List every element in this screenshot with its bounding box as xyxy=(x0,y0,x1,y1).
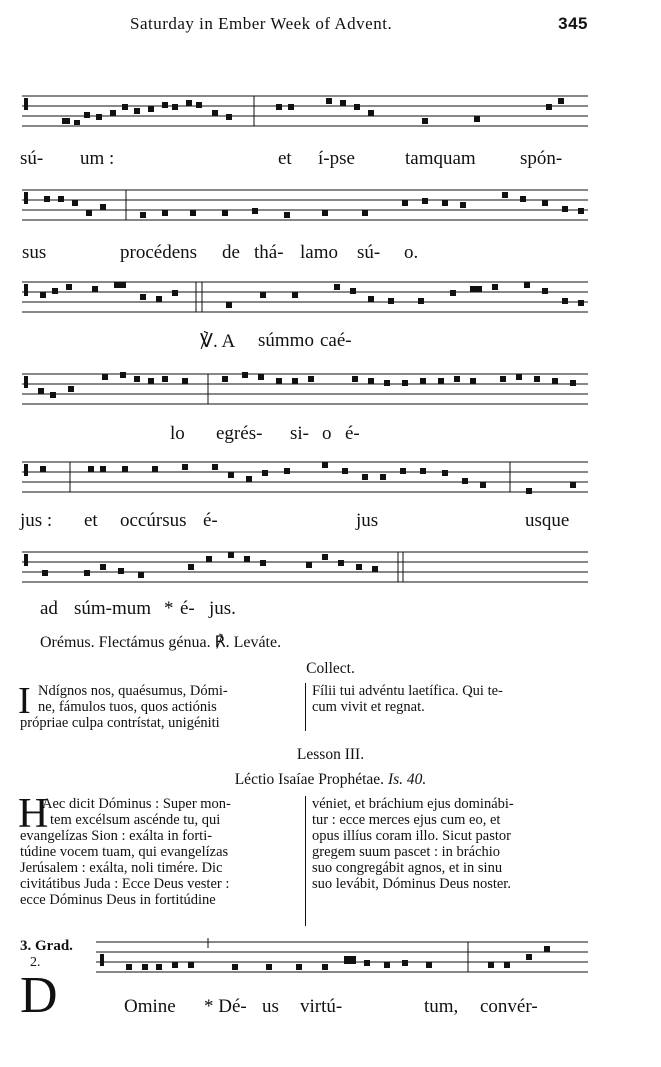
page-number: 345 xyxy=(558,14,588,33)
lyric-syllable: é- xyxy=(203,510,218,531)
lyric-syllable: ℣. A xyxy=(200,331,236,352)
lyric-syllable: súmmo xyxy=(258,330,314,351)
music-staff-5 xyxy=(22,458,588,500)
mode-number: 2. xyxy=(30,955,41,970)
text-line: Ndígnos nos, quaésumus, Dómi- xyxy=(38,683,228,699)
lyric-syllable: et xyxy=(84,510,98,531)
collect-left-column xyxy=(38,683,228,715)
lyric-syllable: lo xyxy=(170,423,185,444)
text-line: Fílii tui advéntu laetífica. Qui te- xyxy=(312,683,503,699)
collect-left-column-cont xyxy=(20,715,220,731)
text-line: opus illíus coram illo. Sicut pastor xyxy=(312,828,511,844)
music-staff-2 xyxy=(22,186,588,228)
lyric-syllable: jus xyxy=(356,510,379,531)
lyric-syllable: et xyxy=(278,148,292,169)
collect-right-column xyxy=(312,683,503,715)
text-line: tur : ecce merces ejus cum eo, et xyxy=(312,812,501,828)
lyric-syllable: sus xyxy=(22,242,47,263)
lyric-syllable: spón- xyxy=(520,148,563,169)
lyric-syllable: si- xyxy=(290,423,309,444)
column-divider xyxy=(305,683,306,731)
lesson-left-column-cont xyxy=(20,828,229,908)
lyric-syllable: o xyxy=(322,423,332,444)
text-line: própriae culpa contrístat, unigéniti xyxy=(20,715,220,731)
text-line: Jerúsalem : exálta, noli timére. Dic xyxy=(20,860,223,876)
text-line: evangelízas Sion : exálta in forti- xyxy=(20,828,213,844)
lyric-syllable: us xyxy=(262,996,279,1017)
text-line: gregem suum pascet : in bráchio xyxy=(312,844,501,860)
lyric-syllable: Omine xyxy=(124,996,176,1017)
text-line: ne, fámulos tuos, quos actiónis xyxy=(38,699,217,715)
running-title: Saturday in Ember Week of Advent. xyxy=(130,14,393,33)
lesson-right-column xyxy=(312,796,514,892)
lyric-syllable: sú- xyxy=(20,148,44,169)
lesson-left-column xyxy=(42,796,231,828)
dropcap-letter: I xyxy=(18,680,31,722)
music-staff-3 xyxy=(22,278,588,320)
lyric-syllable: * Dé- xyxy=(204,996,247,1017)
lyric-syllable: é- xyxy=(345,423,360,444)
gradual-label: 3. Grad. xyxy=(20,938,73,954)
text-line: suo congregábit agnos, et in sinu xyxy=(312,860,503,876)
lyric-syllable: virtú- xyxy=(300,996,343,1017)
lesson-heading: Lesson III. xyxy=(296,746,365,763)
lyric-syllable: súm-mum xyxy=(74,598,152,619)
lyric-syllable: í-pse xyxy=(318,148,355,169)
lyric-syllable: occúrsus xyxy=(120,510,187,531)
music-staff-1 xyxy=(22,92,588,134)
text-line: ecce Dóminus Deus in fortitúdine xyxy=(20,892,216,908)
lyric-syllable: egrés- xyxy=(216,423,263,444)
lyric-syllable: tamquam xyxy=(405,148,476,169)
text-line: civitátibus Juda : Ecce Deus vester : xyxy=(20,876,230,892)
dropcap-letter: D xyxy=(20,967,58,1024)
lyric-syllable: usque xyxy=(525,510,570,531)
column-divider xyxy=(305,796,306,926)
music-staff-7 xyxy=(96,938,588,980)
lyric-syllable: é- xyxy=(180,598,195,619)
text-line: Aec dicit Dóminus : Super mon- xyxy=(42,796,231,812)
collect-heading: Collect. xyxy=(306,660,355,677)
lyric-syllable: lamo xyxy=(300,242,338,263)
lyric-syllable: o. xyxy=(404,242,419,263)
dropcap-letter: H xyxy=(18,791,49,837)
text-line: cum vivit et regnat. xyxy=(312,699,425,715)
lyric-syllable: sú- xyxy=(357,242,381,263)
lesson-reference: Is. 40. xyxy=(387,771,427,788)
oremus-line: Orémus. Flectámus génua. ℟. Leváte. xyxy=(40,634,282,651)
lyric-syllable: tum, xyxy=(424,996,459,1017)
music-staff-4 xyxy=(22,370,588,412)
lyric-syllable: convér- xyxy=(480,996,538,1017)
lyric-syllable: caé- xyxy=(320,330,352,351)
lyric-syllable: jus. xyxy=(209,598,236,619)
lyric-syllable: jus : xyxy=(20,510,53,531)
text-line: suo levábit, Dóminus Deus noster. xyxy=(312,876,511,892)
lyric-syllable: thá- xyxy=(254,242,284,263)
music-staff-6 xyxy=(22,548,588,590)
lyric-syllable: procédens xyxy=(120,242,198,263)
lyric-syllable: ad xyxy=(40,598,58,619)
lyric-syllable: de xyxy=(222,242,240,263)
text-line: túdine vocem tuam, qui evangelízas xyxy=(20,844,229,860)
lyric-syllable: * xyxy=(164,598,174,619)
lesson-title: Léctio Isaíae Prophétae. xyxy=(234,771,385,788)
lesson-subheading xyxy=(0,771,661,789)
lyric-syllable: um : xyxy=(80,148,115,169)
text-line: véniet, et bráchium ejus dominábi- xyxy=(312,796,514,812)
text-line: tem excélsum ascénde tu, qui xyxy=(50,812,221,828)
